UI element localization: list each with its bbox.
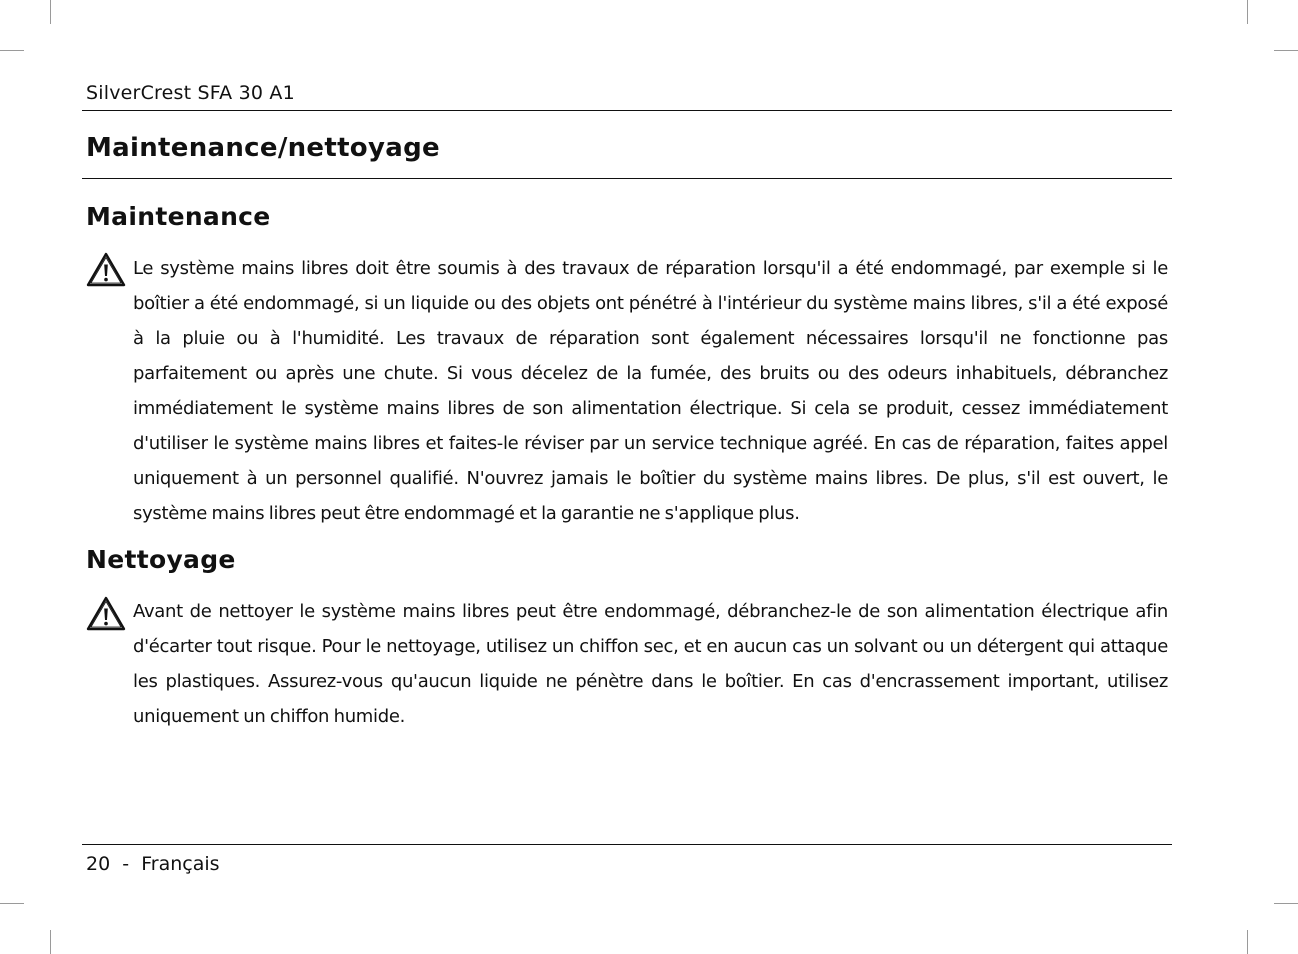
page-footer	[86, 853, 220, 875]
section-title-rule	[82, 178, 1172, 179]
maintenance-heading: Maintenance	[86, 202, 271, 231]
footer-rule	[82, 844, 1172, 845]
crop-mark-bottom-right-vertical	[1247, 930, 1248, 954]
cleaning-paragraph: Avant de nettoyer le système mains libres peut être endommagé, débranchez-le de son alimentation électrique afin d'écarter tout risque. Pour le nettoyage, utilisez un chiffon sec, et en aucun cas un solvant ou un détergent qui attaque les plastiques. Assurez-vous qu'aucun liquide ne pénètre dans le boîtier. En cas d'encrassement important, utilisez uniquement un chiffon humide.	[133, 601, 1168, 727]
crop-mark-top-left-horizontal	[0, 50, 24, 51]
maintenance-paragraph: Le système mains libres doit être soumis à des travaux de réparation lorsqu'il a été endommagé, par exemple si le boîtier a été endommagé, si un liquide ou des objets ont pénétré à l'intérieur du système mains libres, s'il a été exposé à la pluie ou à l'humidité. Les travaux de réparation sont également nécessaires lorsqu'il ne fonctionne pas parfaitement ou après une chute. Si vous décelez de la fumée, des bruits ou des odeurs inhabituels, débranchez immédiatement le système mains libres de son alimentation électrique. Si cela se produit, cessez immédiatement d'utiliser le système mains libres et faites-le réviser par un service technique agréé. En cas de réparation, faites appel uniquement à un personnel qualifié. N'ouvrez jamais le boîtier du système mains libres. De plus, s'il est ouvert, le système mains libres peut être endommagé et la garantie ne s'applique plus.	[133, 258, 1168, 524]
crop-mark-top-left-vertical	[50, 0, 51, 24]
header-rule	[82, 110, 1172, 111]
crop-mark-top-right-vertical	[1247, 0, 1248, 24]
page-number: 20	[86, 853, 111, 875]
crop-mark-bottom-right-horizontal	[1274, 903, 1298, 904]
footer-separator: -	[122, 853, 130, 875]
crop-mark-top-right-horizontal	[1274, 50, 1298, 51]
warning-triangle-icon	[86, 252, 126, 288]
cleaning-heading: Nettoyage	[86, 545, 236, 574]
footer-language: Français	[141, 853, 220, 875]
crop-mark-bottom-left-vertical	[50, 930, 51, 954]
warning-triangle-icon	[86, 596, 126, 632]
crop-mark-bottom-left-horizontal	[0, 903, 24, 904]
running-header-title: SilverCrest SFA 30 A1	[86, 82, 295, 104]
section-title: Maintenance/nettoyage	[86, 133, 440, 163]
